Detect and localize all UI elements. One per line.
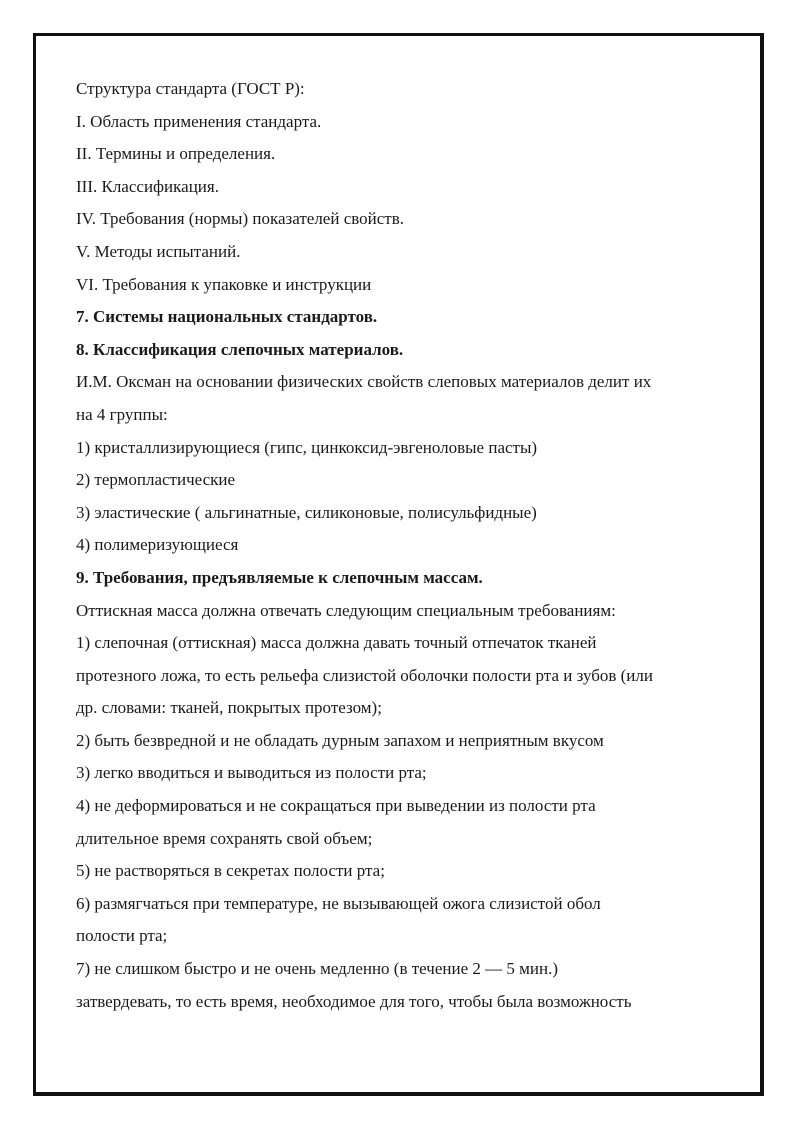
paragraph-line: затвердевать, то есть время, необходимое для того, чтобы была возможность	[76, 991, 632, 1011]
list-item-group-2: 2) термопластические	[76, 470, 236, 490]
list-item-test-methods: V. Методы испытаний.	[76, 241, 241, 261]
section-heading-9: 9. Требования, предъявляемые к слепочным массам.	[76, 567, 483, 587]
heading-standard-structure: Структура стандарта (ГОСТ Р):	[76, 79, 305, 98]
list-item-packaging: VI. Требования к упаковке и инструкции	[76, 274, 372, 294]
requirement-item-1: 1) слепочная (оттискная) масса должна давать точный отпечаток тканей	[76, 633, 597, 653]
requirement-item-2: 2) быть безвредной и не обладать дурным запахом и неприятным вкусом	[76, 730, 604, 750]
requirement-item-4: 4) не деформироваться и не сокращаться при выведении из полости рта	[76, 796, 596, 816]
paragraph-line: Оттискная масса должна отвечать следующим специальным требованиям:	[76, 600, 616, 620]
list-item-group-1: 1) кристаллизирующиеся (гипс, цинкоксид-эвгеноловые пасты)	[76, 437, 538, 457]
list-item-terms: II. Термины и определения.	[76, 144, 276, 164]
paragraph-line: полости рта;	[76, 926, 168, 946]
requirement-item-7: 7) не слишком быстро и не очень медленно (в течение 2 — 5 мин.)	[76, 959, 558, 979]
requirement-item-3: 3) легко вводиться и выводиться из полости рта;	[76, 763, 427, 783]
section-heading-7: 7. Системы национальных стандартов.	[76, 307, 378, 327]
document-body	[76, 73, 736, 1018]
paragraph-line: на 4 группы:	[76, 404, 168, 424]
paragraph-line: др. словами: тканей, покрытых протезом);	[76, 698, 382, 718]
paragraph-line: протезного ложа, то есть рельефа слизистой оболочки полости рта и зубов (или	[76, 665, 653, 685]
paragraph-line: длительное время сохранять свой объем;	[76, 828, 373, 848]
requirement-item-5: 5) не растворяться в секретах полости рта;	[76, 861, 385, 881]
requirement-item-6: 6) размягчаться при температуре, не вызывающей ожога слизистой обол	[76, 893, 601, 913]
list-item-group-3: 3) эластические ( альгинатные, силиконовые, полисульфидные)	[76, 502, 537, 522]
list-item-scope: I. Область применения стандарта.	[76, 111, 322, 131]
list-item-group-4: 4) полимеризующиеся	[76, 535, 239, 555]
section-heading-8: 8. Классификация слепочных материалов.	[76, 339, 404, 359]
list-item-classification: III. Классификация.	[76, 176, 219, 196]
list-item-requirements: IV. Требования (нормы) показателей свойств.	[76, 209, 405, 229]
paragraph-line: И.М. Оксман на основании физических свойств слеповых материалов делит их	[76, 372, 652, 392]
